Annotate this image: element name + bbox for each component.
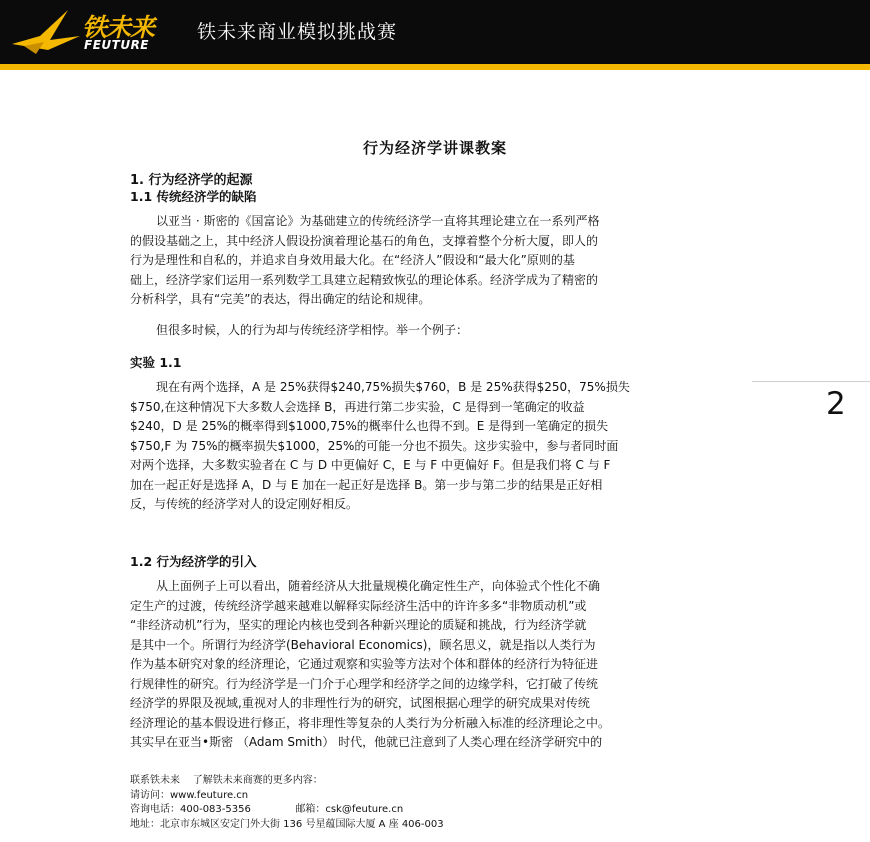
text-line: 反，与传统的经济学对人的设定刚好相反。	[130, 497, 359, 511]
text-line: 加在一起正好是选择 A，D 与 E 加在一起正好是选择 B。第一步与第二步的结果是正好相	[130, 477, 603, 492]
logo-en-text: FEUTURE	[84, 38, 150, 52]
subsection-heading-1-2: 1.2 行为经济学的引入	[130, 554, 257, 569]
text-line: 础上，经济学家们运用一系列数学工具建立起精致恢弘的理论体系。经济学成为了精密的	[130, 272, 599, 287]
text-line: 其实早在亚当•斯密 （Adam Smith） 时代，他就已注意到了人类心理在经济学研究中的	[130, 735, 603, 749]
footer-address: 地址：北京市东城区安定门外大街 136 号星蕴国际大厦 A 座 406-003	[130, 818, 444, 830]
text-line: $750,F 为 75%的概率损失$1000，25%的可能一分也不损失。这步实验中，参与者同时面	[130, 438, 619, 453]
page-number-rule	[752, 381, 870, 382]
text-line: 定生产的过渡，传统经济学越来越难以解释实际经济生活中的许许多多“非物质动机”或	[130, 598, 587, 613]
page-number: 2	[826, 386, 846, 422]
text-line: 行为是理性和自私的，并追求自身效用最大化。在“经济人”假设和“最大化”原则的基	[130, 253, 575, 267]
paragraph-experiment	[130, 378, 746, 515]
footer-website-link[interactable]: 请访问：www.feuture.cn	[130, 789, 249, 801]
text-line: 但很多时候，人的行为却与传统经济学相悖。举一个例子：	[156, 323, 469, 337]
text-line: 经济理论的基本假设进行修正，将非理性等复杂的人类行为分析融入标准的经济理论之中。	[130, 715, 611, 730]
text-line: “非经济动机”行为，坚实的理论内核也受到各种新兴理论的质疑和挑战，行为经济学就	[130, 618, 587, 632]
text-line: 行规律性的研究。行为经济学是一门介于心理学和经济学之间的边缘学科，它打破了传统	[130, 676, 599, 691]
paragraph-contradiction	[130, 321, 746, 341]
contact-footer	[130, 774, 444, 832]
bird-logo-icon	[10, 6, 82, 58]
experiment-heading: 实验 1.1	[130, 355, 182, 370]
header-bar	[0, 0, 870, 70]
text-line: 的假设基础之上，其中经济人假设扮演着理论基石的角色，支撑着整个分析大厦，即人的	[130, 233, 599, 248]
text-line: 从上面例子上可以看出，随着经济从大批量规模化确定性生产，向体验式个性化不确	[156, 579, 601, 593]
subsection-heading-1-1: 1.1 传统经济学的缺陷	[130, 189, 257, 204]
text-line: $750,在这种情况下大多数人会选择 B，再进行第二步实验，C 是得到一笔确定的收益	[130, 399, 585, 414]
text-line: 对两个选择，大多数实验者在 C 与 D 中更偏好 C，E 与 F 中更偏好 F。但是我们将 C 与 F	[130, 458, 611, 472]
paragraph-behavioral-intro	[130, 577, 746, 753]
text-line: 以亚当 · 斯密的《国富论》为基础建立的传统经济学一直将其理论建立在一系列严格	[156, 214, 600, 228]
text-line: 是其中一个。所谓行为经济学(Behavioral Economics)，顾名思义，就是指以人类行为	[130, 637, 596, 652]
text-line: 现在有两个选择，A 是 25%获得$240,75%损失$760，B 是 25%获得$250，75%损失	[156, 380, 630, 394]
footer-contact-line: 联系铁未来 了解铁未来商赛的更多内容：	[130, 775, 323, 786]
text-line: 作为基本研究对象的经济理论，它通过观察和实验等方法对个体和群体的经济行为特征进	[130, 657, 599, 671]
text-line: 分析科学，具有“完美”的表达，得出确定的结论和规律。	[130, 292, 431, 306]
brand-title: 铁未来商业模拟挑战赛	[197, 21, 398, 43]
feuture-logo[interactable]	[10, 6, 186, 58]
text-line: 经济学的界限及视域,重视对人的非理性行为的研究，试图根据心理学的研究成果对传统	[130, 696, 590, 710]
paragraph-traditional-economics	[130, 212, 746, 310]
logo-cn-text: 铁未来	[82, 13, 155, 42]
footer-phone-email[interactable]: 咨询电话：400-083-5356 邮箱：csk@feuture.cn	[130, 804, 404, 815]
document-title: 行为经济学讲课教案	[362, 139, 507, 157]
text-line: $240，D 是 25%的概率得到$1000,75%的概率什么也得不到。E 是得到一笔确定的损失	[130, 419, 609, 433]
section-heading-1: 1. 行为经济学的起源	[130, 173, 253, 188]
